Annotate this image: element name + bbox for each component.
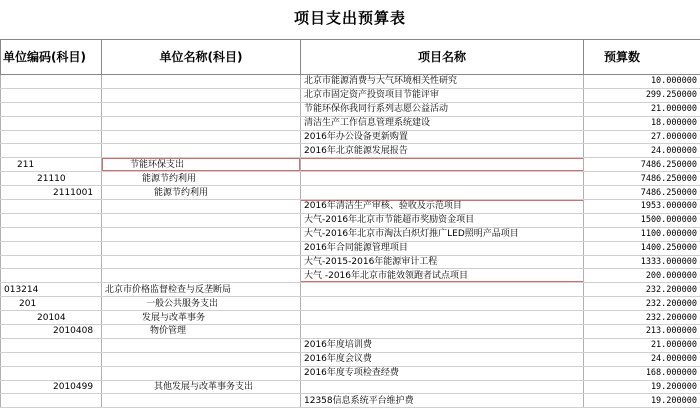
cell-project-name: 2016年清洁生产审核、验收及示范项目	[301, 200, 584, 214]
cell-budget-amount: 1500.000000	[584, 213, 700, 227]
table-row	[1, 255, 700, 269]
table-row	[1, 269, 700, 283]
cell-budget-amount: 1400.250000	[584, 241, 700, 255]
cell-project-name: 大气-2016年北京市节能超市奖励资金项目	[301, 213, 584, 227]
cell-unit-code: 013214	[1, 283, 102, 297]
table-row	[1, 213, 700, 227]
cell-budget-amount: 232.200000	[584, 283, 700, 297]
cell-budget-amount: 168.000000	[584, 366, 700, 380]
cell-unit-code	[1, 144, 102, 158]
page-title: 项目支出预算表	[293, 9, 406, 27]
cell-unit-name	[102, 75, 301, 89]
cell-budget-amount: 7486.250000	[584, 158, 700, 172]
cell-unit-name	[102, 130, 301, 144]
table-row	[1, 283, 700, 297]
cell-project-name: 2016年度会议费	[301, 352, 584, 366]
cell-unit-code: 211	[1, 158, 102, 172]
cell-unit-name	[102, 200, 301, 214]
header-unit-code: 单位编码(科目)	[1, 40, 102, 75]
cell-budget-amount: 200.000000	[584, 269, 700, 283]
cell-unit-name	[102, 366, 301, 380]
table-body	[1, 75, 700, 408]
cell-unit-name	[102, 102, 301, 116]
cell-project-name: 2016年度培训费	[301, 338, 584, 352]
cell-budget-amount: 21.000000	[584, 338, 700, 352]
header-budget-amount: 预算数	[584, 40, 700, 75]
cell-budget-amount: 213.000000	[584, 325, 700, 339]
cell-unit-code	[1, 394, 102, 408]
table-row	[1, 102, 700, 116]
cell-unit-code: 201	[1, 297, 102, 311]
table-row	[1, 338, 700, 352]
table-row	[1, 227, 700, 241]
cell-unit-name	[102, 338, 301, 352]
header-project-name: 项目名称	[301, 40, 584, 75]
cell-budget-amount: 232.200000	[584, 311, 700, 325]
cell-budget-amount: 19.200000	[584, 394, 700, 408]
cell-unit-code	[1, 255, 102, 269]
table-row	[1, 172, 700, 186]
cell-project-name: 北京市固定资产投资项目节能评审	[301, 88, 584, 102]
table-row	[1, 380, 700, 394]
cell-unit-name	[102, 394, 301, 408]
cell-project-name	[301, 380, 584, 394]
cell-budget-amount: 18.000000	[584, 116, 700, 130]
cell-project-name: 北京市能源消费与大气环境相关性研究	[301, 75, 584, 89]
header-row	[1, 40, 700, 75]
table-row	[1, 116, 700, 130]
cell-budget-amount: 27.000000	[584, 130, 700, 144]
cell-unit-code	[1, 200, 102, 214]
table-row	[1, 130, 700, 144]
cell-project-name	[301, 158, 584, 172]
cell-unit-code: 20104	[1, 311, 102, 325]
cell-project-name	[301, 283, 584, 297]
cell-project-name	[301, 325, 584, 339]
cell-project-name: 清洁生产工作信息管理系统建设	[301, 116, 584, 130]
cell-unit-name	[102, 116, 301, 130]
cell-budget-amount: 10.000000	[584, 75, 700, 89]
cell-unit-name	[102, 213, 301, 227]
cell-budget-amount: 19.200000	[584, 380, 700, 394]
table-row	[1, 88, 700, 102]
cell-unit-name: 北京市价格监督检查与反垄断局	[102, 283, 301, 297]
table-row	[1, 394, 700, 408]
cell-budget-amount: 1100.000000	[584, 227, 700, 241]
table-row	[1, 75, 700, 89]
cell-unit-name	[102, 241, 301, 255]
budget-table	[0, 39, 700, 408]
cell-budget-amount: 299.250000	[584, 88, 700, 102]
cell-project-name: 2016年办公设备更新购置	[301, 130, 584, 144]
cell-project-name: 大气-2016年北京市淘汰白炽灯推广LED照明产品项目	[301, 227, 584, 241]
cell-unit-name	[102, 144, 301, 158]
cell-unit-code: 2111001	[1, 186, 102, 200]
cell-unit-code	[1, 366, 102, 380]
table-row	[1, 297, 700, 311]
cell-project-name	[301, 172, 584, 186]
cell-budget-amount: 24.000000	[584, 352, 700, 366]
cell-unit-code	[1, 116, 102, 130]
table-row	[1, 325, 700, 339]
cell-project-name: 节能环保你我同行系列志愿公益活动	[301, 102, 584, 116]
cell-unit-name: 节能环保支出	[102, 158, 301, 172]
table-row	[1, 352, 700, 366]
cell-project-name	[301, 186, 584, 200]
cell-unit-code: 2010408	[1, 325, 102, 339]
cell-unit-name	[102, 227, 301, 241]
cell-unit-name: 能源节约利用	[102, 186, 301, 200]
cell-unit-name: 发展与改革事务	[102, 311, 301, 325]
cell-unit-code: 21110	[1, 172, 102, 186]
cell-unit-code	[1, 213, 102, 227]
table-row	[1, 241, 700, 255]
cell-unit-code	[1, 352, 102, 366]
cell-budget-amount: 1333.000000	[584, 255, 700, 269]
cell-project-name: 大气 -2016年北京市能效领跑者试点项目	[301, 269, 584, 283]
cell-unit-code	[1, 88, 102, 102]
table-row	[1, 311, 700, 325]
cell-project-name	[301, 297, 584, 311]
table-row	[1, 144, 700, 158]
cell-unit-code	[1, 227, 102, 241]
cell-budget-amount: 21.000000	[584, 102, 700, 116]
cell-unit-code: 2010499	[1, 380, 102, 394]
header-unit-name: 单位名称(科目)	[102, 40, 301, 75]
cell-budget-amount: 1953.000000	[584, 200, 700, 214]
table-row	[1, 200, 700, 214]
cell-unit-name: 其他发展与改革事务支出	[102, 380, 301, 394]
cell-budget-amount: 232.200000	[584, 297, 700, 311]
table-row	[1, 186, 700, 200]
cell-budget-amount: 7486.250000	[584, 172, 700, 186]
cell-unit-code	[1, 269, 102, 283]
cell-project-name: 大气-2015-2016年能源审计工程	[301, 255, 584, 269]
table-row	[1, 366, 700, 380]
table-row	[1, 158, 700, 172]
cell-unit-name: 能源节约利用	[102, 172, 301, 186]
cell-unit-name: 一般公共服务支出	[102, 297, 301, 311]
cell-unit-name: 物价管理	[102, 325, 301, 339]
cell-unit-code	[1, 130, 102, 144]
cell-project-name: 2016年合同能源管理项目	[301, 241, 584, 255]
cell-unit-code	[1, 75, 102, 89]
cell-unit-name	[102, 255, 301, 269]
cell-unit-name	[102, 352, 301, 366]
cell-project-name: 12358信息系统平台维护费	[301, 394, 584, 408]
cell-unit-code	[1, 102, 102, 116]
cell-unit-name	[102, 88, 301, 102]
cell-project-name: 2016年度专项检查经费	[301, 366, 584, 380]
cell-budget-amount: 24.000000	[584, 144, 700, 158]
cell-budget-amount: 7486.250000	[584, 186, 700, 200]
cell-unit-code	[1, 338, 102, 352]
cell-project-name	[301, 311, 584, 325]
cell-unit-code	[1, 241, 102, 255]
cell-project-name: 2016年北京能源发展报告	[301, 144, 584, 158]
cell-unit-name	[102, 269, 301, 283]
